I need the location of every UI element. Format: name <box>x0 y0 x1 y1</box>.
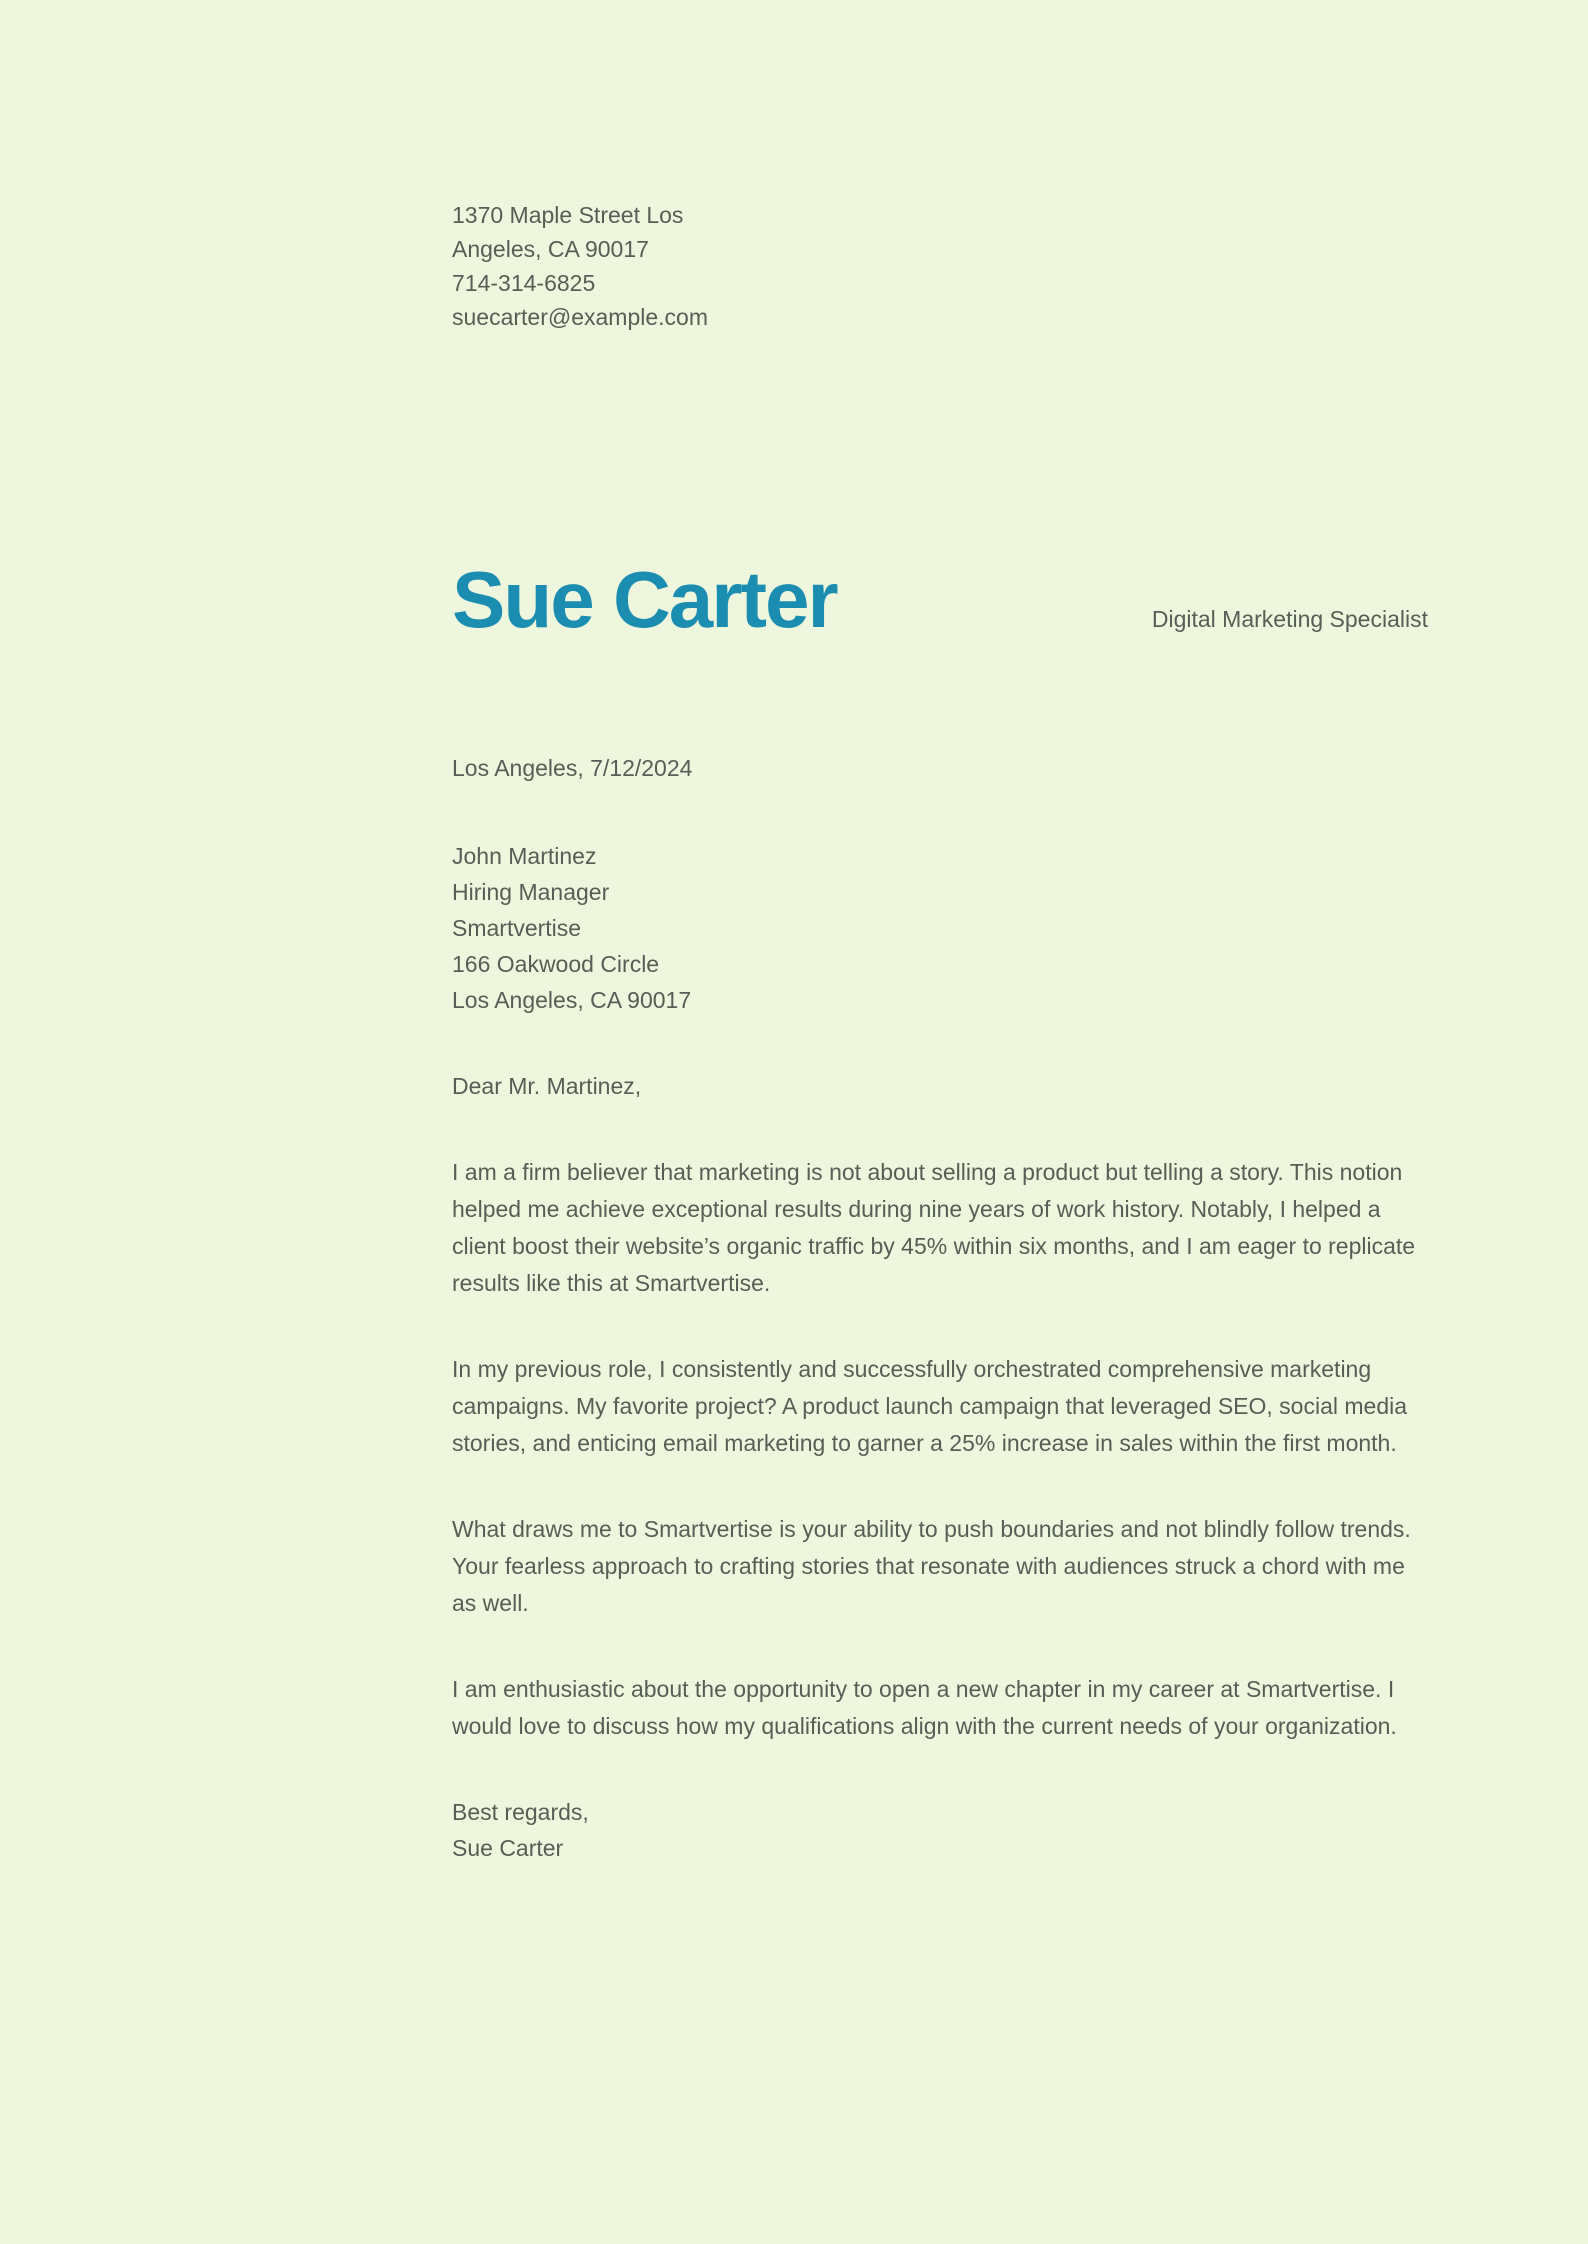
paragraph-2: In my previous role, I consistently and successfully orchestrated comprehensive marketing campaigns. My favorite project? A product launch campaign that leveraged SEO, social media stories, and enticing email marketing to garner a 25% increase in sales within the first month. <box>452 1356 1408 1456</box>
headline-row <box>452 556 1428 644</box>
paragraph-4: I am enthusiastic about the opportunity to open a new chapter in my career at Smartvertise. I would love to discuss how my qualifications align with the current needs of your organization. <box>452 1676 1397 1739</box>
contact-block <box>452 198 752 334</box>
recipient-role: Hiring Manager <box>452 879 610 905</box>
signature-name: Sue Carter <box>452 1835 564 1861</box>
person-job-title: Digital Marketing Specialist <box>1151 606 1428 632</box>
recipient-city: Los Angeles, CA 90017 <box>452 987 692 1013</box>
salutation: Dear Mr. Martinez, <box>452 1073 642 1099</box>
recipient-street: 166 Oakwood Circle <box>452 951 660 977</box>
contact-phone: 714-314-6825 <box>452 270 596 296</box>
closing-block <box>452 1794 1428 1866</box>
contact-email: suecarter@example.com <box>452 304 708 330</box>
date-line: Los Angeles, 7/12/2024 <box>452 755 693 781</box>
paragraph-1: I am a firm believer that marketing is not about selling a product but telling a story. This notion helped me achieve exceptional results during nine years of work history. Notably, I helped a client boost their website’s organic traffic by 45% within six months, and I am eager to replicate results like this at Smartvertise. <box>452 1159 1416 1296</box>
contact-address: 1370 Maple Street Los Angeles, CA 90017 <box>452 202 684 262</box>
letter-body <box>452 1068 1428 1866</box>
recipient-company: Smartvertise <box>452 915 582 941</box>
recipient-block <box>452 838 691 1018</box>
person-name: Sue Carter <box>452 555 837 644</box>
recipient-name: John Martinez <box>452 843 597 869</box>
closing-phrase: Best regards, <box>452 1799 589 1825</box>
paragraph-3: What draws me to Smartvertise is your ability to push boundaries and not blindly follow trends. Your fearless approach to crafting stories that resonate with audiences struck a chord with me as well. <box>452 1516 1411 1616</box>
